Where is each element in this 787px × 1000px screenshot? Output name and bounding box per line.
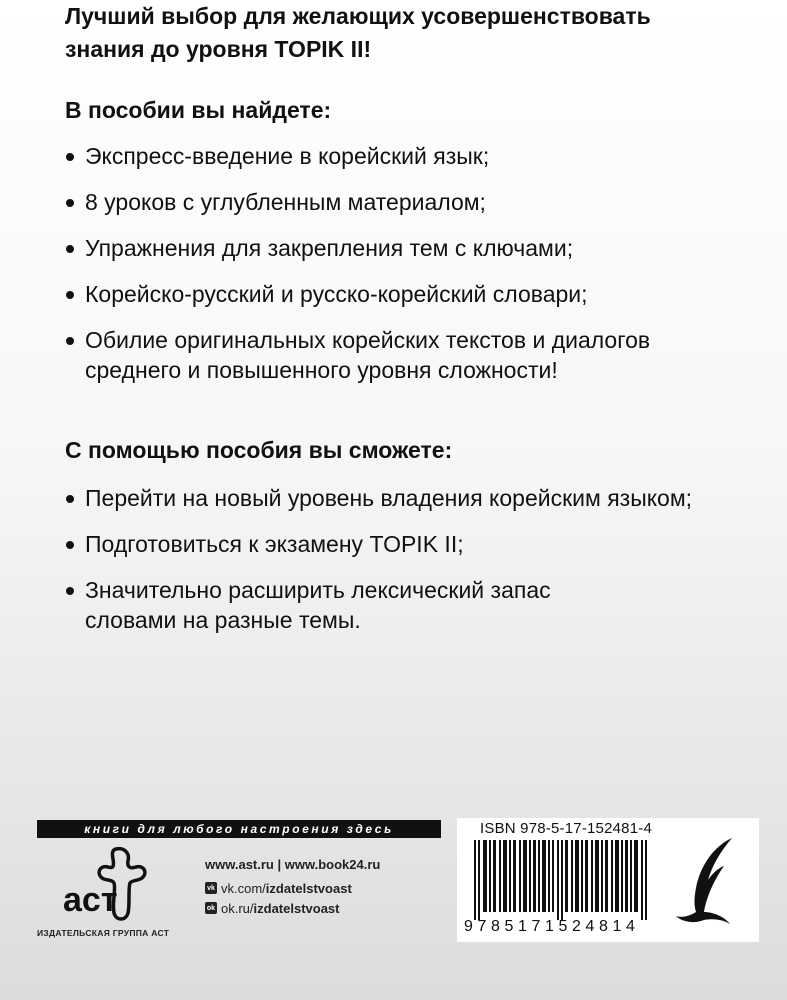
section-1-title: В пособии вы найдете: <box>65 97 332 123</box>
ok-link[interactable] <box>205 900 380 916</box>
publisher-logo <box>50 845 190 940</box>
tagline-strip: книги для любого настроения здесь <box>37 820 441 838</box>
barcode-icon <box>465 840 665 922</box>
list-item: Значительно расширить лексический запас словами на разные темы. <box>65 575 605 635</box>
ok-icon: ok <box>205 902 217 914</box>
list-item: Перейти на новый уровень владения корейским языком; <box>65 483 755 513</box>
isbn-barcode-box <box>457 818 759 942</box>
ast-logo-icon <box>50 845 190 930</box>
ok-prefix: ok.ru/ <box>221 900 254 916</box>
barcode-digits: 9785171524814 <box>464 918 640 935</box>
isbn-text: ISBN 978-5-17-152481-4 <box>480 820 653 837</box>
list-item: 8 уроков с углубленным материалом; <box>65 187 755 217</box>
logo-text: аст <box>63 881 118 919</box>
list-item: Экспресс-введение в корейский язык; <box>65 141 755 171</box>
vk-handle: izdatelstvoast <box>265 880 352 896</box>
vk-link[interactable] <box>205 880 380 896</box>
ok-handle: izdatelstvoast <box>253 900 340 916</box>
headline-line-2: знания до уровня TOPIK II! <box>65 36 372 62</box>
headline <box>65 0 765 66</box>
list-item: Корейско-русский и русско-корейский словари; <box>65 279 755 309</box>
section-2-title: С помощью пособия вы сможете: <box>65 437 453 463</box>
section-1-list <box>65 141 755 385</box>
feather-quill-icon <box>674 832 744 932</box>
publisher-links <box>205 857 380 920</box>
headline-line-1: Лучший выбор для желающих усовершенствовать <box>65 3 651 29</box>
section-2-list <box>65 483 755 635</box>
list-item: Обилие оригинальных корейских текстов и диалогов среднего и повышенного уровня сложности! <box>65 325 715 385</box>
publisher-caption: ИЗДАТЕЛЬСКАЯ ГРУППА АСТ <box>37 928 170 938</box>
vk-prefix: vk.com/ <box>221 880 266 896</box>
list-item: Упражнения для закрепления тем с ключами; <box>65 233 755 263</box>
list-item: Подготовиться к экзамену TOPIK II; <box>65 529 755 559</box>
websites-link[interactable]: www.ast.ru | www.book24.ru <box>205 857 381 872</box>
vk-icon: vk <box>205 882 217 894</box>
